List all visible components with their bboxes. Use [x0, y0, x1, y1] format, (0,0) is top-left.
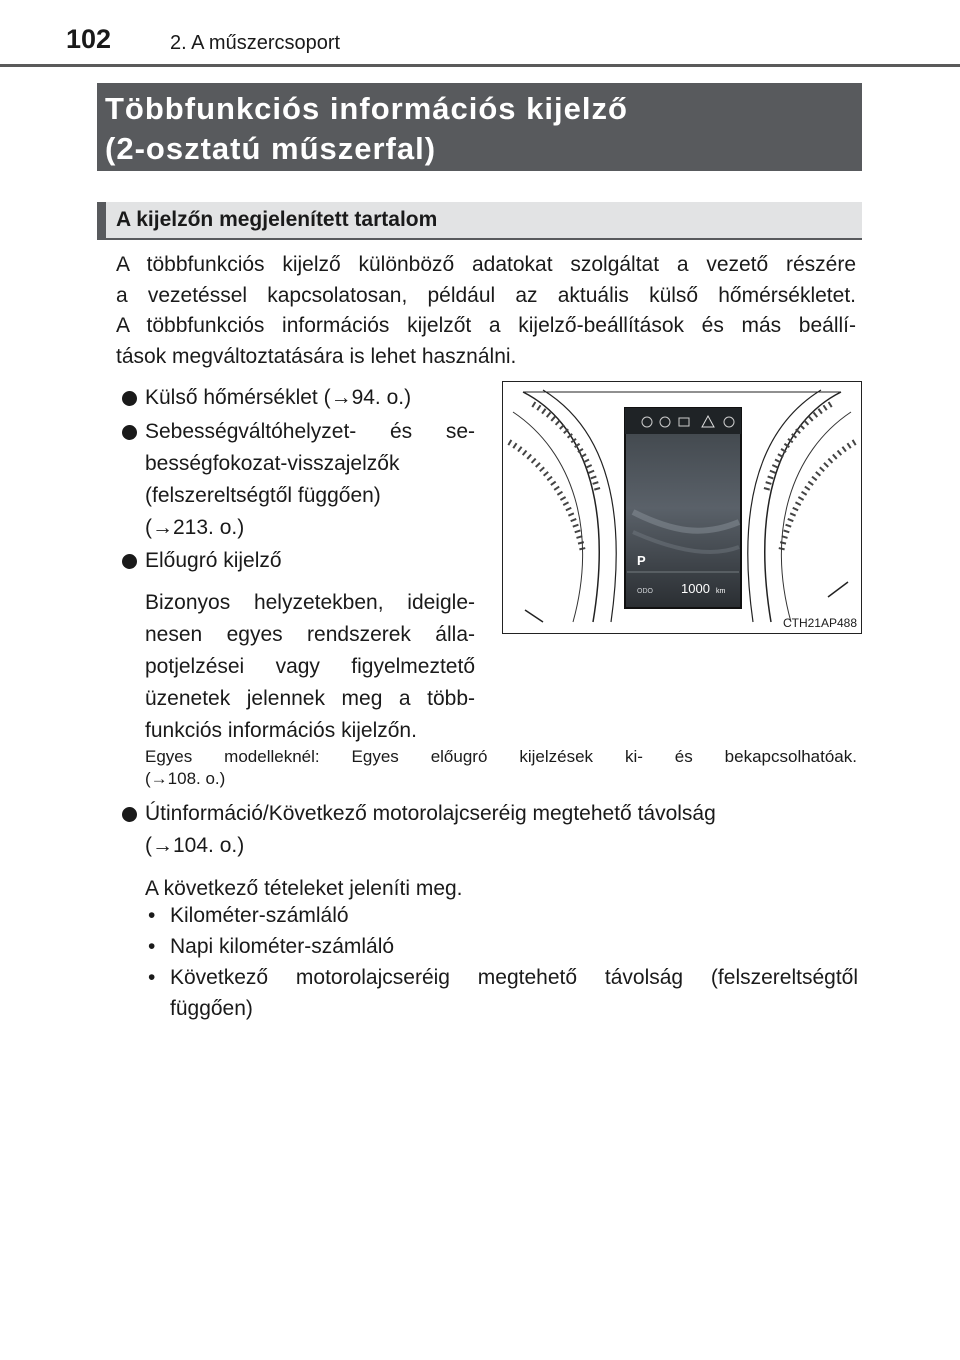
- trip-info-list: [148, 900, 858, 1024]
- bullet-line: (→104. o.): [145, 834, 245, 857]
- body-line: funkciós információs kijelzőn.: [145, 719, 417, 742]
- bullet-dot: [122, 425, 137, 440]
- bullet-dot: [122, 807, 137, 822]
- list-item-text: Napi kilométer-számláló: [170, 935, 395, 958]
- display-screen: [625, 408, 741, 608]
- intro-line: A többfunkciós kijelző különböző adatokat szolgáltat a vezető részére: [116, 253, 856, 276]
- bullet-trip-info: [145, 798, 860, 862]
- model-note: [145, 746, 857, 790]
- bullet-line: bességfokozat-visszajelzők: [145, 452, 400, 475]
- intro-line: tások megváltoztatására is lehet használni.: [116, 344, 517, 368]
- note-line: Egyes modelleknél: Egyes előugró kijelzések ki- és bekapcsolhatóak.: [145, 747, 857, 766]
- list-item: [148, 900, 858, 931]
- intro-paragraph: [116, 250, 856, 372]
- list-item-text: függően): [170, 997, 253, 1020]
- bullet-popup-display: Előugró kijelző: [145, 549, 282, 572]
- list-item-text: Kilométer-számláló: [170, 904, 349, 927]
- title-line-1: Többfunkciós információs kijelző: [105, 91, 628, 126]
- title-line-2: (2-osztatú műszerfal): [105, 131, 437, 166]
- bullet-line: Útinformáció/Következő motorolajcseréig megtehető távolság: [145, 802, 716, 825]
- figure-code: CTH21AP488: [782, 616, 857, 630]
- odo-unit: km: [716, 588, 726, 595]
- intro-line: A többfunkciós információs kijelzőt a kijelző-beállítások és más beállí-: [116, 314, 856, 337]
- bullet-dot: [122, 391, 137, 406]
- trip-info-intro: A következő tételeket jeleníti meg.: [145, 877, 463, 900]
- cluster-drawing: [503, 382, 861, 633]
- list-point: •: [148, 904, 156, 927]
- list-item-text: Következő motorolajcseréig megtehető távolság (felszereltségtől: [170, 966, 858, 989]
- header-rule: [0, 64, 960, 67]
- body-line: nesen egyes rendszerek álla-: [145, 623, 475, 646]
- bullet-line: (felszereltségtől függően): [145, 484, 381, 507]
- list-point: •: [148, 966, 156, 989]
- body-line: Bizonyos helyzetekben, ideigle-: [145, 591, 475, 614]
- page-title: [97, 83, 862, 171]
- bullet-dot: [122, 554, 137, 569]
- body-line: potjelzései vagy figyelmeztető: [145, 655, 475, 678]
- cluster-illustration: [502, 381, 862, 634]
- intro-line: a vezetéssel kapcsolatosan, például az aktuális külső hőmérsékletet.: [116, 283, 856, 307]
- page-number: 102: [66, 24, 112, 54]
- list-item: [148, 931, 858, 962]
- odo-label: ODO: [637, 588, 653, 595]
- bullet-outside-temp: Külső hőmérséklet (→94. o.): [145, 386, 412, 409]
- odo-value: 1000: [681, 581, 710, 596]
- gear-indicator: P: [637, 553, 646, 568]
- bullet-gear-indicator: [145, 416, 475, 544]
- list-point: •: [148, 935, 156, 958]
- note-line: (→108. o.): [145, 769, 226, 788]
- bullet-line: Sebességváltóhelyzet- és se-: [145, 420, 475, 443]
- list-item: [148, 962, 858, 1024]
- section-label: 2. A műszercsoport: [170, 32, 341, 54]
- bullet-line: (→213. o.): [145, 516, 245, 539]
- subheading: A kijelzőn megjelenített tartalom: [97, 202, 862, 240]
- body-line: üzenetek jelennek meg a több-: [145, 687, 475, 710]
- popup-description: [145, 587, 475, 747]
